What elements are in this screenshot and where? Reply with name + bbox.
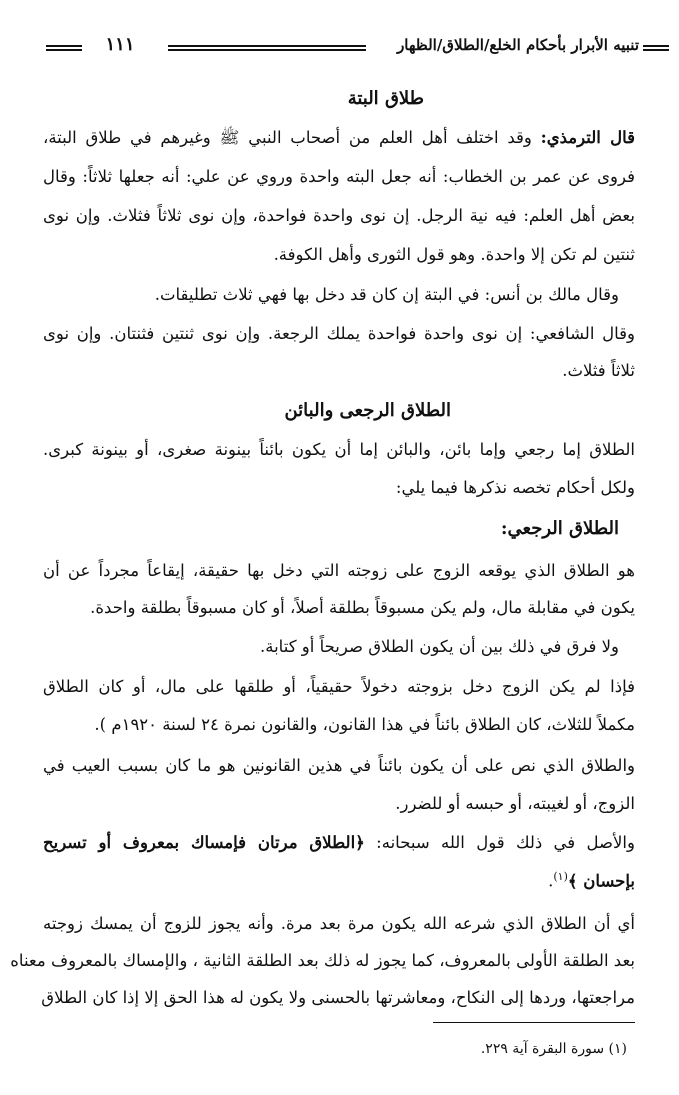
section-heading-raji-bain: الطلاق الرجعى والبائن <box>284 400 451 421</box>
paragraph-line: أي أن الطلاق الذي شرعه الله يكون مرة بعد مرة. وأنه يجوز للزوج أن يمسك زوجته <box>43 914 635 933</box>
quoted-source-label: قال الترمذي: <box>540 128 635 147</box>
section-heading-batta: طلاق البتة <box>347 88 424 109</box>
paragraph-line: مراجعتها، وردها إلى النكاح، ومعاشرتها بالحسنى ولا يكون له هذا الحق إلا إذا كان الطلاق <box>41 988 635 1007</box>
running-title: تنبيه الأبرار بأحكام الخلع/الطلاق/الظهار <box>397 36 639 54</box>
subheading-raji: الطلاق الرجعي: <box>500 518 619 539</box>
paragraph-line: فروى عن عمر بن الخطاب: أنه جعل البته واحدة وروي عن علي: أنه جعلها ثلاثاً: وقال <box>43 167 635 186</box>
paragraph-line <box>43 833 635 852</box>
paragraph-line: ولكل أحكام تخصه نذكرها فيما يلي: <box>395 478 635 497</box>
paragraph-line: مكملاً للثلاث، كان الطلاق بائناً في هذا القانون، والقانون نمرة ٢٤ لسنة ١٩٢٠م ). <box>94 715 635 734</box>
paragraph-line <box>43 128 635 152</box>
paragraph-line: بعض أهل العلم: فيه نية الرجل. إن نوى واحدة فواحدة، وإن نوى ثلاثاً فثلاث. وإن نوى <box>43 206 635 225</box>
quran-verse: ﴿الطلاق مرتان فإمساك بمعروف أو تسريح <box>43 833 365 852</box>
paragraph-line: يكون في مقابلة مال، ولم يكن مسبوقاً بطلقة أصلاً، أو كان مسبوقاً بطلقة واحدة. <box>90 598 635 617</box>
footnote-separator <box>433 1022 635 1023</box>
paragraph-line: ثلاثاً فثلاث. <box>562 361 635 380</box>
paragraph-line: هو الطلاق الذي يوقعه الزوج على زوجته التي دخل بها حقيقة، إيقاعاً مجرداً عن أن <box>43 561 635 580</box>
paragraph-line: ولا فرق في ذلك بين أن يكون الطلاق صريحاً أو كتابة. <box>260 637 619 656</box>
paragraph-line: فإذا لم يكن الزوج دخل بزوجته دخولاً حقيقياً، أو طلقها على مال، أو كان الطلاق <box>43 677 635 696</box>
paragraph-line: الطلاق إما رجعي وإما بائن، والبائن إما أن يكون بائناً بينونة صغرى، أو بينونة كبرى. <box>43 440 635 459</box>
paragraph-line: والطلاق الذي نص على أن يكون بائناً في هذين القانونين هو ما كان بسبب العيب في <box>43 756 635 775</box>
footnote: (١) سورة البقرة آية ٢٢٩. <box>480 1041 627 1057</box>
header-rule-middle <box>168 45 366 51</box>
header-rule-left <box>46 45 82 51</box>
page-number: ١١١ <box>105 34 135 55</box>
paragraph-text: وقد اختلف أهل العلم من أصحاب النبي ﷺ وغيرهم في طلاق البتة، <box>43 128 532 147</box>
paragraph-line: الزوج، أو لغيبته، أو حبسه أو للضرر. <box>395 794 635 813</box>
paragraph-line: ثنتين لم تكن إلا واحدة. وهو قول الثورى وأهل الكوفة. <box>273 245 635 264</box>
paragraph-text: . <box>548 871 554 891</box>
header-rule-right <box>643 45 669 51</box>
paragraph-line: وقال الشافعي: إن نوى واحدة فواحدة يملك الرجعة. وإن نوى ثنتين فثنتان. وإن نوى <box>43 324 635 343</box>
paragraph-text: والأصل في ذلك قول الله سبحانه: <box>376 833 635 852</box>
paragraph-line: بعد الطلقة الأولى بالمعروف، كما يجوز له ذلك بعد الطلقة الثانية ، والإمساك بالمعروف معناه <box>10 951 635 970</box>
quran-verse: بإحسان ﴾ <box>567 871 635 891</box>
paragraph-line: وقال مالك بن أنس: في البتة إن كان قد دخل بها فهي ثلاث تطليقات. <box>154 285 619 304</box>
footnote-reference: (١) <box>553 870 568 883</box>
paragraph-line <box>548 870 635 891</box>
